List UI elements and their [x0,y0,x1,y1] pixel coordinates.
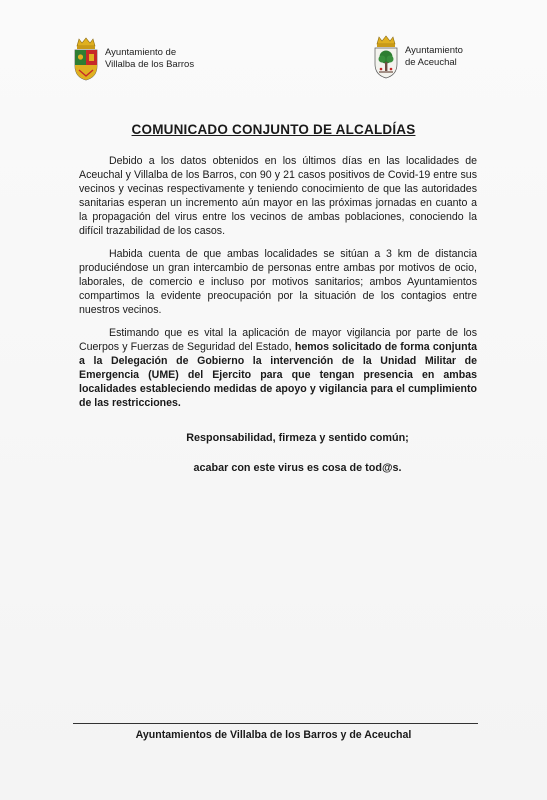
aceuchal-logo-text [405,45,463,69]
closing-line-1: Responsabilidad, firmeza y sentido común; [186,432,409,444]
paragraph-1 [79,154,477,239]
villalba-logo-line1: Ayuntamiento de [105,47,177,58]
aceuchal-crest-icon [372,34,400,80]
villalba-logo [72,36,194,82]
aceuchal-logo-line1: Ayuntamiento [405,45,463,56]
footer-text: Ayuntamientos de Villalba de los Barros y de Aceuchal [135,729,412,741]
aceuchal-logo [372,34,463,80]
paragraph-2-text: Habida cuenta de que ambas localidades se sitúan a 3 km de distancia produciéndose un gran intercambio de personas entre ambas por motivos de ocio, laborales, de comercio e incluso por motivos sanitarios; ambos Ayuntamientos compartimos la evidente preocupación por la situación de los contagios entre nuestros vecinos. [79,248,477,317]
paragraph-3-plain: Estimando que es vital la aplicación de mayor vigilancia por parte de los Cuerpos y Fuerzas de Seguridad del Estado, [79,327,477,354]
paragraph-3 [79,326,477,411]
footer-divider [73,723,478,724]
villalba-crest-icon [72,36,100,82]
paragraph-3-bold: hemos solicitado de forma conjunta a la Delegación de Gobierno la intervención de la Unidad Militar de Emergencia (UME) del Ejercito para que tengan presencia en ambas localidades estableciendo medidas de apoyo y vigilancia para el cumplimiento de las restricciones. [79,341,477,410]
paragraph-1-text: Debido a los datos obtenidos en los últimos días en las localidades de Aceuchal y Villalba de los Barros, con 90 y 21 casos positivos de Covid-19 entre sus vecinos y vecinas respectivamente y teniendo conocimiento de que las autoridades sanitarias esperan un incremento aún mayor en las próximas jornadas en cuanto a la propagación del virus entre los vecinos de ambas poblaciones, conociendo la difícil trazabilidad de los casos. [79,155,477,238]
aceuchal-logo-line2: de Aceuchal [405,57,457,68]
closing-line-2: acabar con este virus es cosa de tod@s. [193,462,402,474]
document-title: COMUNICADO CONJUNTO DE ALCALDÍAS [131,122,416,137]
villalba-logo-text [105,47,194,71]
villalba-logo-line2: Villalba de los Barros [105,59,195,70]
paragraph-2 [79,247,477,317]
